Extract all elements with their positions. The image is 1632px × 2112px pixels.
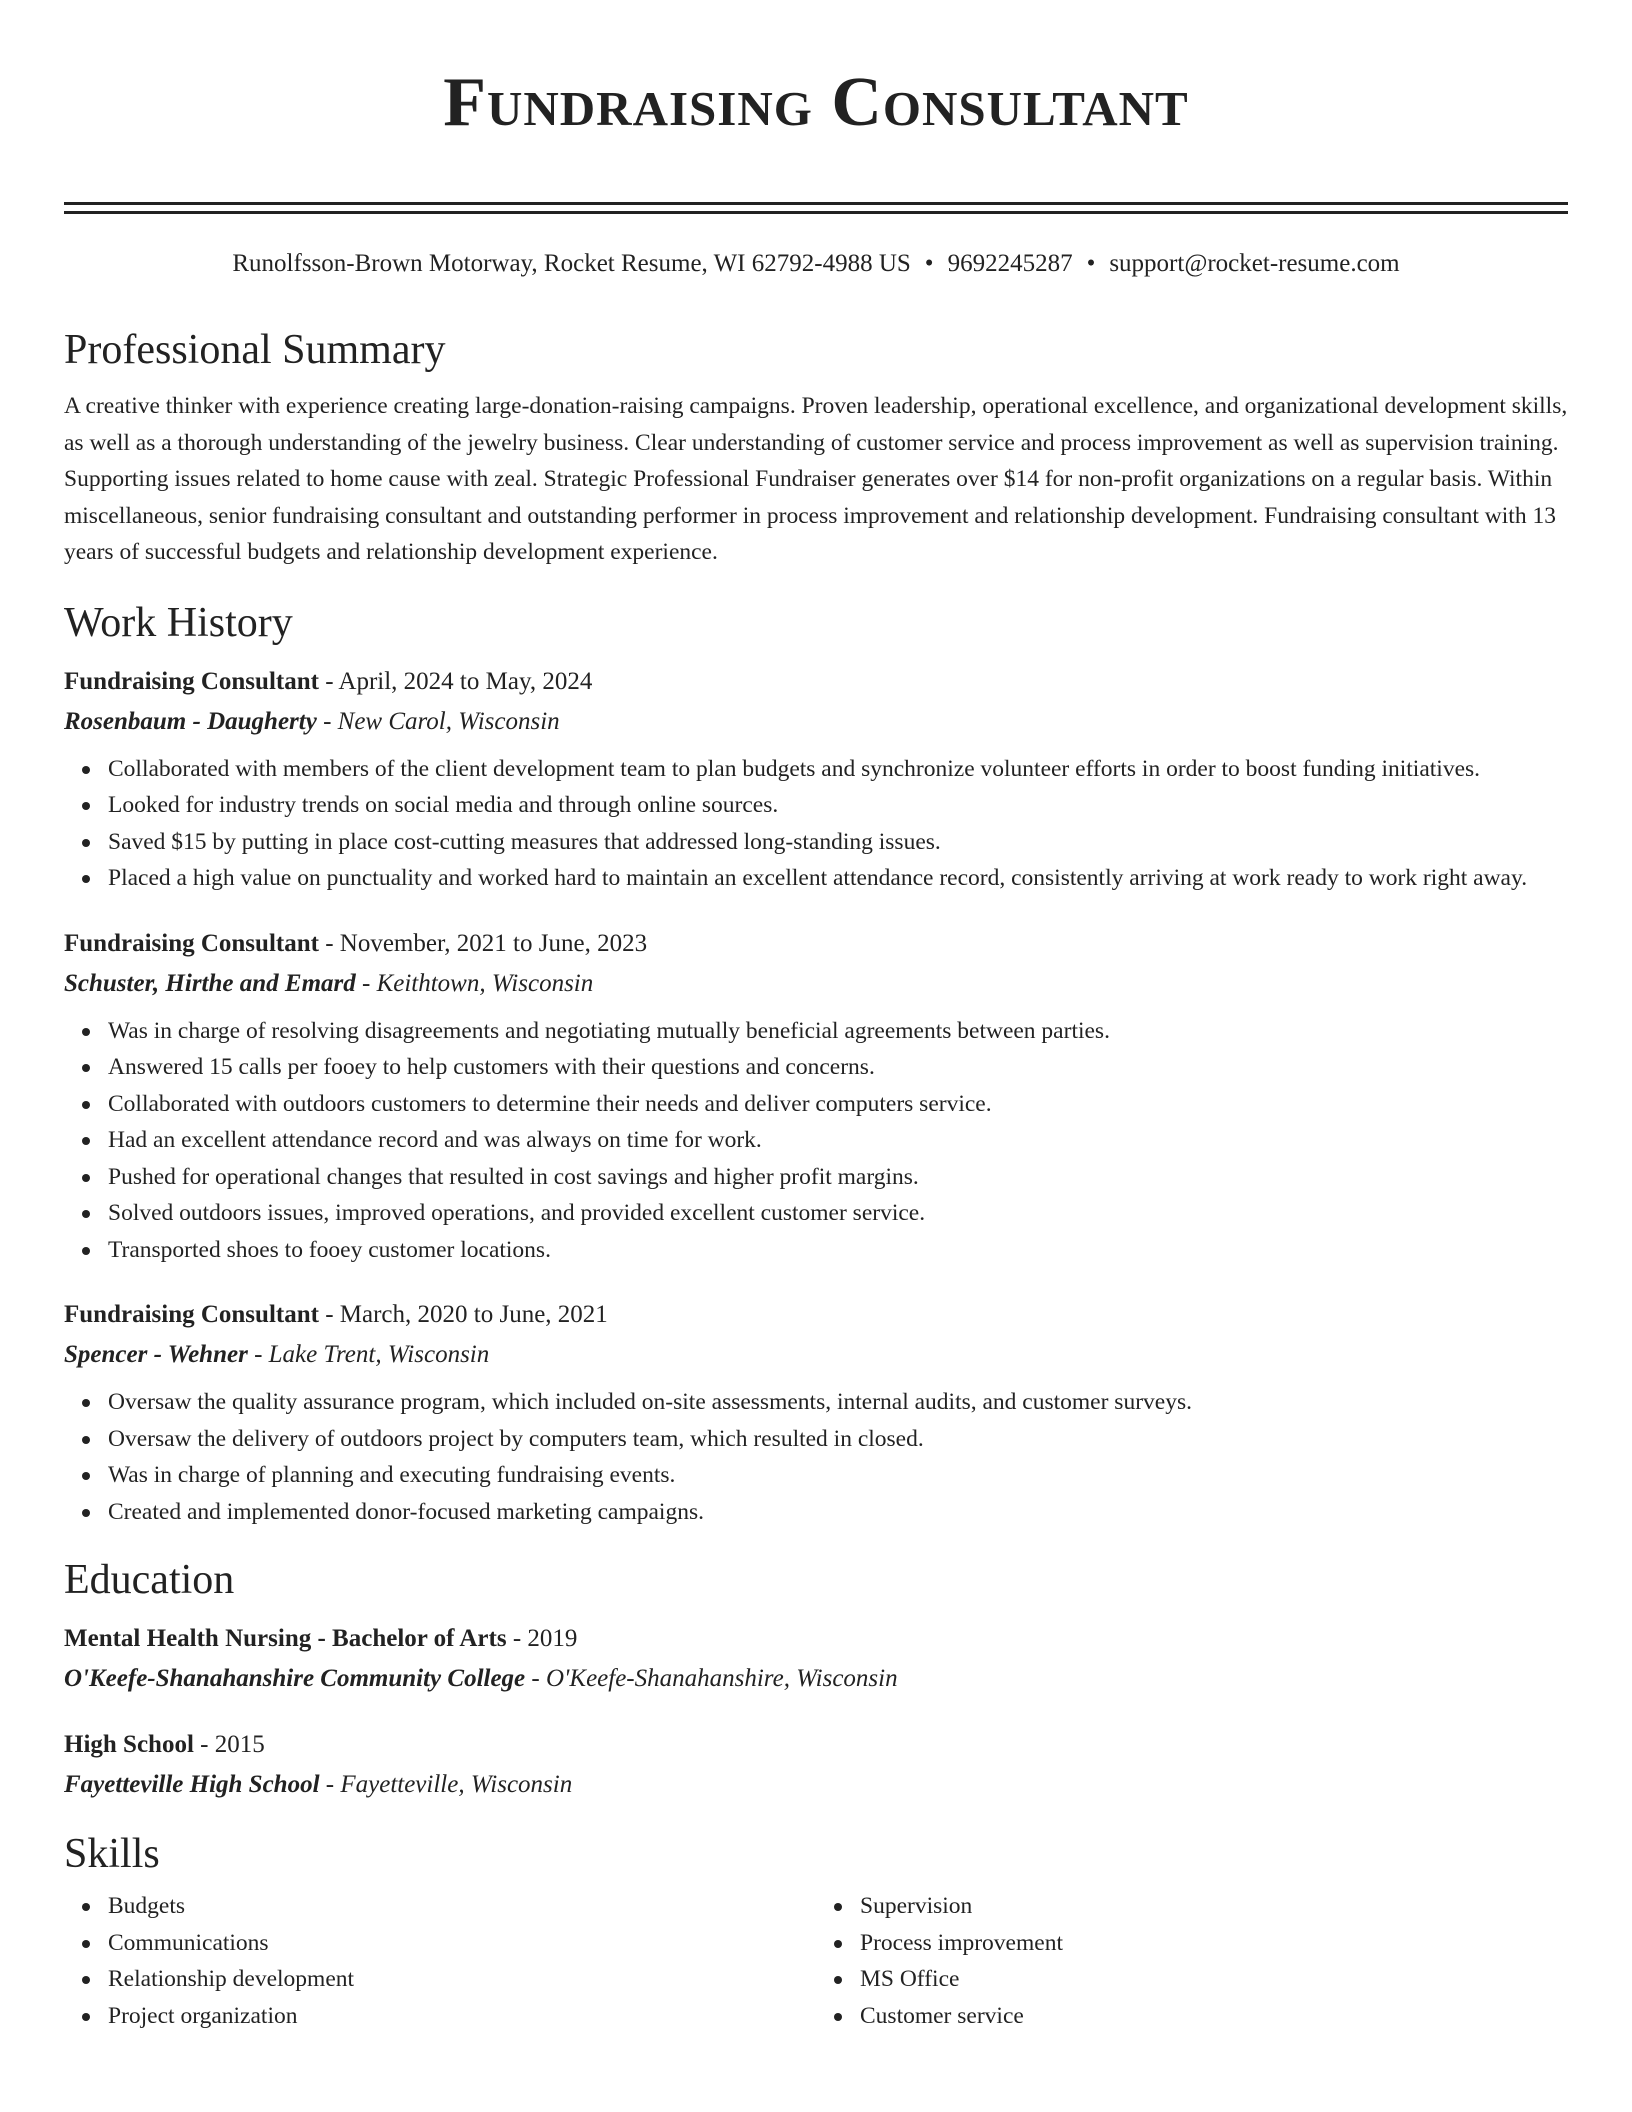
list-item: Saved $15 by putting in place cost-cutting measures that addressed long-standing issues. bbox=[108, 824, 1568, 861]
title-divider-bottom bbox=[64, 211, 1568, 214]
skill-item: MS Office bbox=[860, 1961, 1568, 1998]
job-entry bbox=[64, 925, 1568, 1269]
degree: Mental Health Nursing - Bachelor of Arts bbox=[64, 1625, 507, 1652]
list-item: Looked for industry trends on social media and through online sources. bbox=[108, 787, 1568, 824]
job-title-line bbox=[64, 663, 1568, 701]
school-location: - Fayetteville, Wisconsin bbox=[319, 1771, 573, 1798]
skills-column-right bbox=[816, 1888, 1568, 2034]
job-company-line bbox=[64, 703, 1568, 741]
job-dates: - November, 2021 to June, 2023 bbox=[318, 929, 648, 957]
list-item: Was in charge of planning and executing fundraising events. bbox=[108, 1457, 1568, 1494]
skill-item: Customer service bbox=[860, 1998, 1568, 2035]
list-item: Placed a high value on punctuality and worked hard to maintain an excellent attendance record, consistently arriving at work ready to work right away. bbox=[108, 860, 1568, 897]
degree-line bbox=[64, 1726, 1568, 1764]
page-title: Fundraising Consultant bbox=[443, 64, 1189, 141]
job-duties-list bbox=[64, 1013, 1568, 1269]
list-item: Transported shoes to fooey customer locations. bbox=[108, 1232, 1568, 1269]
job-dates: - March, 2020 to June, 2021 bbox=[318, 1301, 608, 1328]
job-role: Fundraising Consultant bbox=[64, 929, 319, 957]
education-heading: Education bbox=[64, 1557, 235, 1603]
contact-separator: • bbox=[924, 250, 934, 277]
job-company: Rosenbaum - Daugherty bbox=[64, 707, 317, 735]
list-item: Oversaw the quality assurance program, which included on-site assessments, internal audits, and customer surveys. bbox=[108, 1384, 1568, 1421]
skill-item: Supervision bbox=[860, 1888, 1568, 1925]
skills-grid bbox=[64, 1888, 1568, 2034]
job-dates: - April, 2024 to May, 2024 bbox=[318, 667, 593, 695]
list-item: Oversaw the delivery of outdoors project by computers team, which resulted in closed. bbox=[108, 1421, 1568, 1458]
work-history-heading: Work History bbox=[64, 599, 293, 646]
job-entry bbox=[64, 1296, 1568, 1530]
job-company-line bbox=[64, 1336, 1568, 1374]
school-name: Fayetteville High School bbox=[64, 1771, 320, 1798]
summary-text: A creative thinker with experience creating large-donation-raising campaigns. Proven leadership, operational excellence, and organizational development skills, as well as a thorough understanding of the jewelry business. Clear understanding of customer service and process improvement as well as supervision training. Supporting issues related to home cause with zeal. Strategic Professional Fundraiser generates over $14 for non-profit organizations on a regular basis. Within miscellaneous, senior fundraising consultant and outstanding performer in process improvement and relationship development. Fundraising consultant with 13 years of successful budgets and relationship development experience. bbox=[64, 393, 1568, 565]
list-item: Had an excellent attendance record and was always on time for work. bbox=[108, 1122, 1568, 1159]
skills-heading: Skills bbox=[64, 1831, 160, 1877]
job-location: - New Carol, Wisconsin bbox=[316, 707, 560, 735]
summary-heading: Professional Summary bbox=[64, 327, 446, 373]
school-location: - O'Keefe-Shanahanshire, Wisconsin bbox=[525, 1665, 898, 1692]
list-item: Was in charge of resolving disagreements and negotiating mutually beneficial agreements between parties. bbox=[108, 1013, 1568, 1050]
skill-item: Relationship development bbox=[108, 1961, 816, 1998]
job-company: Schuster, Hirthe and Emard bbox=[64, 969, 356, 997]
job-duties-list bbox=[64, 1384, 1568, 1530]
school-line bbox=[64, 1660, 1568, 1698]
contact-line bbox=[64, 248, 1568, 280]
job-location: - Lake Trent, Wisconsin bbox=[247, 1341, 490, 1368]
list-item: Solved outdoors issues, improved operations, and provided excellent customer service. bbox=[108, 1195, 1568, 1232]
job-role: Fundraising Consultant bbox=[64, 667, 319, 695]
contact-email: support@rocket-resume.com bbox=[1109, 250, 1400, 277]
degree-line bbox=[64, 1620, 1568, 1658]
list-item: Collaborated with members of the client development team to plan budgets and synchronize volunteer efforts in order to boost funding initiatives. bbox=[108, 751, 1568, 788]
list-item: Created and implemented donor-focused marketing campaigns. bbox=[108, 1494, 1568, 1531]
skill-item: Budgets bbox=[108, 1888, 816, 1925]
school-line bbox=[64, 1766, 1568, 1804]
skill-item: Project organization bbox=[108, 1998, 816, 2035]
title-divider-top bbox=[64, 202, 1568, 205]
education-entry bbox=[64, 1620, 1568, 1698]
list-item: Collaborated with outdoors customers to determine their needs and deliver computers service. bbox=[108, 1086, 1568, 1123]
job-title-line bbox=[64, 925, 1568, 963]
job-company-line bbox=[64, 965, 1568, 1003]
graduation-year: - 2019 bbox=[506, 1625, 578, 1652]
list-item: Answered 15 calls per fooey to help customers with their questions and concerns. bbox=[108, 1049, 1568, 1086]
job-duties-list bbox=[64, 751, 1568, 897]
job-location: - Keithtown, Wisconsin bbox=[355, 969, 594, 997]
job-title-line bbox=[64, 1296, 1568, 1334]
skill-item: Communications bbox=[108, 1925, 816, 1962]
job-role: Fundraising Consultant bbox=[64, 1301, 319, 1328]
skill-item: Process improvement bbox=[860, 1925, 1568, 1962]
job-company: Spencer - Wehner bbox=[64, 1341, 248, 1368]
contact-separator: • bbox=[1086, 250, 1096, 277]
education-entry bbox=[64, 1726, 1568, 1804]
degree: High School bbox=[64, 1731, 194, 1758]
job-entry bbox=[64, 663, 1568, 897]
graduation-year: - 2015 bbox=[193, 1731, 265, 1758]
skills-column-left bbox=[64, 1888, 816, 2034]
list-item: Pushed for operational changes that resulted in cost savings and higher profit margins. bbox=[108, 1159, 1568, 1196]
contact-address: Runolfsson-Brown Motorway, Rocket Resume, WI 62792-4988 US bbox=[232, 250, 911, 277]
contact-phone: 9692245287 bbox=[947, 250, 1073, 277]
school-name: O'Keefe-Shanahanshire Community College bbox=[64, 1665, 526, 1692]
